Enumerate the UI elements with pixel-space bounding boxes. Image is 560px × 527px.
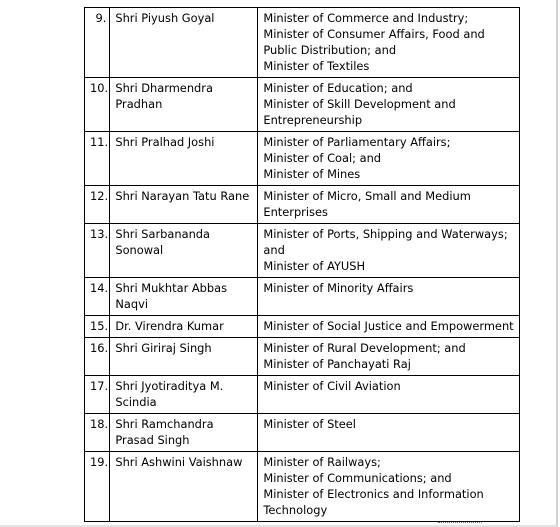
portfolio-line: Minister of Mines [263, 167, 361, 181]
serial-number: 14. [85, 278, 110, 316]
table-row [85, 414, 520, 452]
minister-name: Shri Piyush Goyal [110, 8, 258, 78]
table-row [85, 186, 520, 224]
portfolio-cell [258, 452, 520, 522]
portfolio-line: Minister of Civil Aviation [263, 379, 401, 393]
serial-number: 18. [85, 414, 110, 452]
serial-number: 11. [85, 132, 110, 186]
page-footer-cutoff [438, 522, 498, 525]
portfolio-line: Minister of Skill Development and Entrepreneurship [263, 97, 456, 127]
portfolio-line: Minister of AYUSH [263, 259, 366, 273]
serial-number: 19. [85, 452, 110, 522]
serial-number: 16. [85, 338, 110, 376]
portfolio-line: Minister of Textiles [263, 59, 370, 73]
minister-name: Shri Mukhtar Abbas Naqvi [110, 278, 258, 316]
portfolio-cell [258, 338, 520, 376]
portfolio-line: Minister of Micro, Small and Medium Enterprises [263, 189, 471, 219]
table-row [85, 278, 520, 316]
serial-number: 10. [85, 78, 110, 132]
serial-number: 9. [85, 8, 110, 78]
portfolio-cell [258, 278, 520, 316]
minister-name: Shri Giriraj Singh [110, 338, 258, 376]
portfolio-line: Minister of Rural Development; and [263, 341, 466, 355]
table-row [85, 338, 520, 376]
portfolio-line: Minister of Commerce and Industry; [263, 11, 469, 25]
portfolio-cell [258, 78, 520, 132]
portfolio-cell [258, 224, 520, 278]
minister-name: Shri Pralhad Joshi [110, 132, 258, 186]
portfolio-line: Minister of Communications; and [263, 471, 452, 485]
ministers-table [84, 7, 520, 522]
portfolio-line: Minister of Social Justice and Empowerment [263, 319, 514, 333]
portfolio-line: Minister of Railways; [263, 455, 381, 469]
portfolio-line: Minister of Panchayati Raj [263, 357, 411, 371]
portfolio-line: Minister of Consumer Affairs, Food and Public Distribution; and [263, 27, 485, 57]
table-row [85, 316, 520, 338]
table-row [85, 8, 520, 78]
portfolio-line: Minister of Electronics and Information Technology [263, 487, 484, 517]
portfolio-line: Minister of Parliamentary Affairs; [263, 135, 451, 149]
portfolio-cell [258, 376, 520, 414]
portfolio-cell [258, 132, 520, 186]
serial-number: 13. [85, 224, 110, 278]
serial-number: 15. [85, 316, 110, 338]
table-row [85, 132, 520, 186]
portfolio-cell [258, 316, 520, 338]
minister-name: Shri Jyotiraditya M. Scindia [110, 376, 258, 414]
minister-name: Shri Ramchandra Prasad Singh [110, 414, 258, 452]
table-row [85, 78, 520, 132]
portfolio-line: Minister of Coal; and [263, 151, 382, 165]
portfolio-cell [258, 414, 520, 452]
portfolio-line: Minister of Steel [263, 417, 356, 431]
portfolio-line: Minister of Education; and [263, 81, 413, 95]
minister-name: Shri Dharmendra Pradhan [110, 78, 258, 132]
table-row [85, 224, 520, 278]
portfolio-line: Minister of Ports, Shipping and Waterways; and [263, 227, 508, 257]
table-row [85, 376, 520, 414]
portfolio-cell [258, 8, 520, 78]
minister-name: Dr. Virendra Kumar [110, 316, 258, 338]
portfolio-cell [258, 186, 520, 224]
serial-number: 12. [85, 186, 110, 224]
minister-name: Shri Ashwini Vaishnaw [110, 452, 258, 522]
minister-name: Shri Narayan Tatu Rane [110, 186, 258, 224]
minister-name: Shri Sarbananda Sonowal [110, 224, 258, 278]
serial-number: 17. [85, 376, 110, 414]
portfolio-line: Minister of Minority Affairs [263, 281, 414, 295]
table-row [85, 452, 520, 522]
